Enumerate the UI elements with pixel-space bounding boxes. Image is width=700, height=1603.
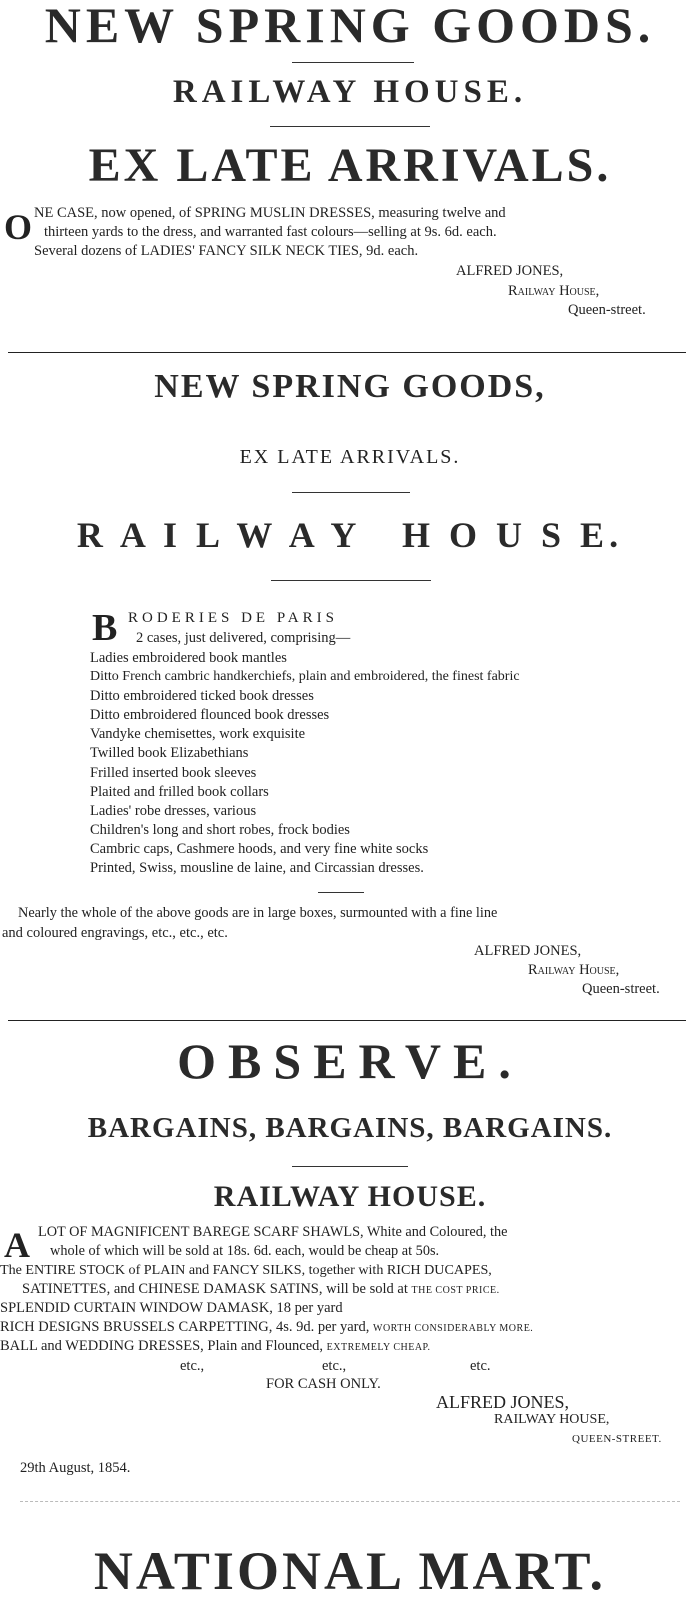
ad1-signature-street: Queen-street. xyxy=(568,302,646,318)
ad2-signature-street: Queen-street. xyxy=(582,981,660,997)
ad3-line-6 xyxy=(0,1319,533,1336)
ad3-line-5: SPLENDID CURTAIN WINDOW DAMASK, 18 per yard xyxy=(0,1300,343,1316)
ad1-bottom-divider xyxy=(8,352,686,353)
ad2-title: NEW SPRING GOODS, xyxy=(154,368,546,405)
ad3-line-1: LOT OF MAGNIFICENT BAREGE SCARF SHAWLS, White and Coloured, the xyxy=(38,1224,508,1240)
ad1-line-3: Several dozens of LADIES' FANCY SILK NECK TIES, 9d. each. xyxy=(34,243,419,259)
ad1-rule-2 xyxy=(270,126,430,127)
ad3-line-4-text: SATINETTES, and CHINESE DAMASK SATINS, will be sold at xyxy=(22,1281,408,1297)
ad4-title: NATIONAL MART. xyxy=(93,1541,607,1601)
ad2-intro: 2 cases, just delivered, comprising— xyxy=(136,630,351,646)
ad3-line-3: The ENTIRE STOCK of PLAIN and FANCY SILKS, together with RICH DUCAPES, xyxy=(0,1262,492,1278)
ad3-line-4 xyxy=(22,1281,500,1298)
ad3-signature-name: ALFRED JONES, xyxy=(436,1392,570,1412)
ad3-bargains: BARGAINS, BARGAINS, BARGAINS. xyxy=(87,1112,613,1144)
ad2-list-item: Vandyke chemisettes, work exquisite xyxy=(90,726,306,742)
ad3-rule-1 xyxy=(292,1166,408,1167)
ad1-dropcap: O xyxy=(4,207,33,247)
ad2-list-item: Printed, Swiss, mousline de laine, and Circassian dresses. xyxy=(90,860,424,876)
ad1-line-1: NE CASE, now opened, of SPRING MUSLIN DRESSES, measuring twelve and xyxy=(34,205,506,221)
ad2-rule-1 xyxy=(292,492,410,493)
ad3-line-2: whole of which will be sold at 18s. 6d. each, would be cheap at 50s. xyxy=(50,1243,440,1259)
ad3-cash-only: FOR CASH ONLY. xyxy=(266,1376,381,1392)
ad1-house: RAILWAY HOUSE. xyxy=(172,74,528,110)
ad2-heading: RODERIES DE PARIS xyxy=(128,610,338,626)
ad2-list-item: Twilled book Elizabethians xyxy=(90,745,249,761)
ad2-house: R A I L W A Y H O U S E. xyxy=(76,515,624,555)
ad1-title: NEW SPRING GOODS. xyxy=(44,0,656,53)
ad3-signature-street: QUEEN-STREET. xyxy=(572,1433,662,1445)
ad2-list-item: Frilled inserted book sleeves xyxy=(90,765,257,781)
ad2-subtitle: EX LATE ARRIVALS. xyxy=(239,446,461,468)
ad3-dropcap: A xyxy=(4,1225,30,1265)
ad2-note-line-1: Nearly the whole of the above goods are in large boxes, surmounted with a fine line xyxy=(18,905,498,921)
ad1-signature-name: ALFRED JONES, xyxy=(456,263,564,279)
ad2-list-item: Ladies' robe dresses, various xyxy=(90,803,257,819)
ad2-list-item: Cambric caps, Cashmere hoods, and very fine white socks xyxy=(90,841,429,857)
ad2-bottom-divider xyxy=(8,1020,686,1021)
ad1-rule-1 xyxy=(292,62,414,63)
ad2-signature-name: ALFRED JONES, xyxy=(474,943,582,959)
ad2-rule-2 xyxy=(271,580,431,581)
ad3-line-6-smallcaps: WORTH CONSIDERABLY MORE. xyxy=(373,1323,534,1334)
ad1-subtitle: EX LATE ARRIVALS. xyxy=(88,139,612,192)
ad3-bottom-divider xyxy=(20,1501,680,1502)
ad3-date: 29th August, 1854. xyxy=(20,1460,131,1476)
ad3-etc-1: etc., xyxy=(180,1358,205,1374)
ad2-list-item: Children's long and short robes, frock bodies xyxy=(90,822,350,838)
ad3-line-7-text: BALL and WEDDING DRESSES, Plain and Flounced, xyxy=(0,1338,324,1354)
ad1-line-2: thirteen yards to the dress, and warranted fast colours—selling at 9s. 6d. each. xyxy=(44,224,497,240)
ad3-title: OBSERVE. xyxy=(177,1033,523,1089)
ad2-list-item: Ditto French cambric handkerchiefs, plain and embroidered, the finest fabric xyxy=(90,669,520,684)
ad2-note-line-2: and coloured engravings, etc., etc., etc. xyxy=(2,925,228,941)
ad2-list-item: Ditto embroidered ticked book dresses xyxy=(90,688,314,704)
ad2-list-item: Ditto embroidered flounced book dresses xyxy=(90,707,330,723)
ad3-etc-3: etc. xyxy=(470,1358,491,1374)
ad2-rule-3 xyxy=(318,892,364,893)
ad3-etc-2: etc., xyxy=(322,1358,347,1374)
ad2-list-item: Plaited and frilled book collars xyxy=(90,784,269,800)
ad3-signature-house: RAILWAY HOUSE, xyxy=(494,1412,610,1427)
ad3-line-4-smallcaps: THE COST PRICE. xyxy=(411,1285,500,1296)
ad3-house: RAILWAY HOUSE. xyxy=(213,1180,487,1213)
ad2-signature-house: Railway House, xyxy=(528,962,620,978)
ad1-signature-house: Railway House, xyxy=(508,283,600,299)
ad3-line-7-smallcaps: EXTREMELY CHEAP. xyxy=(326,1342,431,1353)
ad2-list-item: Ladies embroidered book mantles xyxy=(90,650,287,666)
ad2-dropcap: B xyxy=(92,607,118,649)
ad3-line-6-text: RICH DESIGNS BRUSSELS CARPETTING, 4s. 9d. per yard, xyxy=(0,1319,370,1335)
ad3-line-7 xyxy=(0,1338,431,1355)
